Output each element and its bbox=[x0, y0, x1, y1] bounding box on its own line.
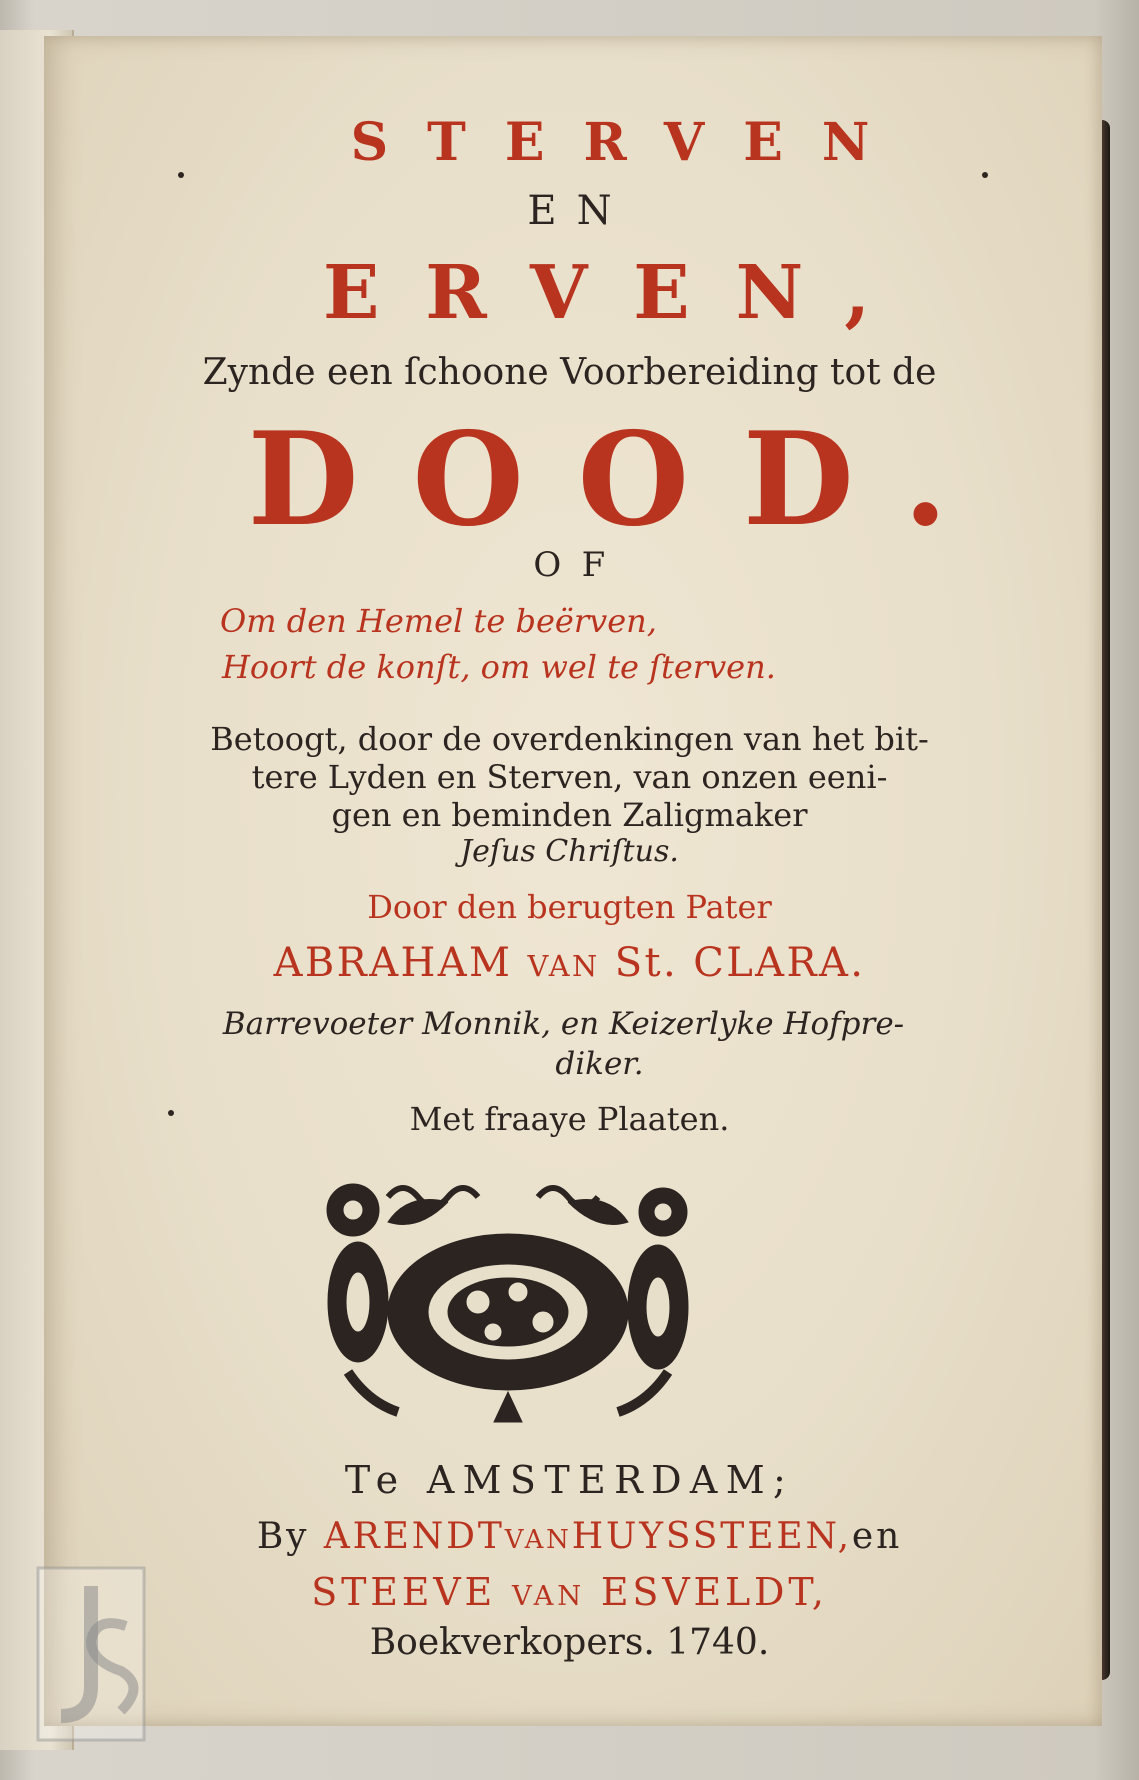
title-en: EN bbox=[527, 188, 632, 234]
imprint-printer-1 bbox=[10, 1516, 1139, 1557]
title-sterven: STERVEN bbox=[350, 112, 909, 173]
printer-2-first: STEEVE bbox=[311, 1570, 497, 1614]
printer-1-last: HUYSSTEEN, bbox=[571, 1516, 852, 1557]
printer-2-last: ESVELDT, bbox=[600, 1570, 828, 1614]
imprint-by: By bbox=[256, 1516, 310, 1557]
author-last: St. CLARA. bbox=[614, 940, 866, 986]
description-line-3: gen en beminden Zaligmaker bbox=[331, 796, 808, 834]
floral-ornament bbox=[308, 1172, 708, 1432]
author-first: ABRAHAM bbox=[273, 940, 513, 986]
author-name bbox=[0, 940, 1139, 986]
printer-and: en bbox=[851, 1516, 903, 1557]
imprint-city: Te AMSTERDAM; bbox=[344, 1458, 795, 1502]
author-title-line-2: diker. bbox=[555, 1046, 644, 1082]
title-of: OF bbox=[533, 545, 626, 585]
verse-line-1: Om den Hemel te beërven, bbox=[220, 602, 657, 640]
printer-2-van: VAN bbox=[511, 1581, 585, 1612]
description-line-1: Betoogt, door de overdenkingen van het bit- bbox=[210, 720, 929, 758]
printer-1-first: ARENDT bbox=[323, 1516, 505, 1557]
title-dood: DOOD. bbox=[247, 405, 1002, 555]
subtitle-zynde: Zynde een ſchoone Voorbereiding tot de bbox=[202, 352, 937, 393]
imprint-printer-2 bbox=[0, 1570, 1139, 1614]
printer-1-van: VAN bbox=[504, 1525, 572, 1555]
author-van: VAN bbox=[527, 949, 600, 983]
imprint-trade-year: Boekverkopers. 1740. bbox=[369, 1622, 770, 1663]
title-erven: ERVEN, bbox=[322, 250, 917, 336]
author-title-line-1: Barrevoeter Monnik, en Keizerlyke Hofpre- bbox=[222, 1006, 905, 1042]
verse-line-2: Hoort de konſt, om wel te ſterven. bbox=[222, 648, 776, 686]
author-intro: Door den berugten Pater bbox=[367, 888, 772, 926]
description-line-2: tere Lyden en Sterven, van onzen eeni- bbox=[251, 758, 888, 796]
description-line-4: Jeſus Chriſtus. bbox=[460, 834, 679, 869]
js-watermark-logo bbox=[36, 1566, 146, 1742]
plates-note: Met fraaye Plaaten. bbox=[409, 1100, 730, 1138]
